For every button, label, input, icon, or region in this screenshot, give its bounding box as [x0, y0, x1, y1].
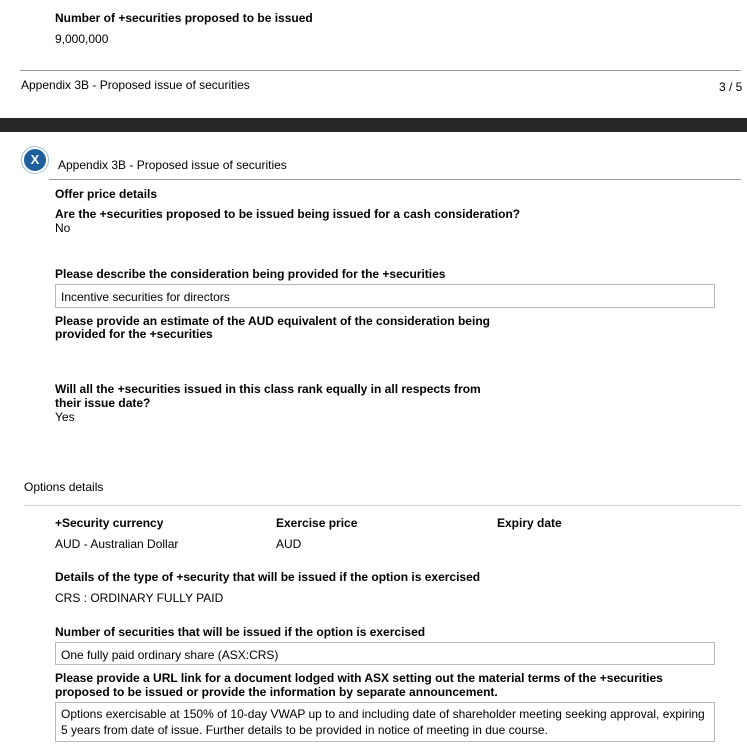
exercise-price-label: Exercise price — [276, 516, 358, 530]
asx-logo-icon: X — [22, 147, 48, 173]
footer-title: Appendix 3B - Proposed issue of securities — [21, 78, 250, 92]
options-divider — [24, 505, 741, 506]
url-link-value-line1: Options exercisable at 150% of 10-day VWAP up to and including date of shareholder meeting seeking approval, expiring — [61, 707, 705, 721]
expiry-date-label: Expiry date — [497, 516, 562, 530]
url-link-label-line1: Please provide a URL link for a document lodged with ASX setting out the material terms of the +securities — [55, 671, 663, 685]
consideration-description-field — [55, 284, 715, 308]
securities-number-value: One fully paid ordinary share (ASX:CRS) — [61, 648, 279, 662]
footer-divider — [20, 70, 741, 71]
securities-number-field — [55, 642, 715, 665]
security-currency-value: AUD - Australian Dollar — [55, 537, 179, 551]
page-break-bar — [0, 118, 747, 132]
exercise-price-value: AUD — [276, 537, 302, 551]
rank-equally-answer: Yes — [55, 410, 75, 424]
url-link-label-line2: proposed to be issued or provide the information by separate announcement. — [55, 685, 498, 699]
rank-equally-question-line1: Will all the +securities issued in this class rank equally in all respects from — [55, 382, 481, 396]
aud-estimate-label-line2: provided for the +securities — [55, 327, 213, 341]
consideration-description-value: Incentive securities for directors — [61, 290, 230, 304]
consideration-description-label: Please describe the consideration being provided for the +securities — [55, 267, 446, 281]
cash-consideration-question: Are the +securities proposed to be issued being issued for a cash consideration? — [55, 207, 521, 221]
page-header-title: Appendix 3B - Proposed issue of securities — [58, 158, 287, 172]
cash-consideration-answer: No — [55, 221, 71, 235]
url-link-field — [55, 702, 715, 742]
securities-issued-value: 9,000,000 — [55, 32, 109, 46]
aud-estimate-label-line1: Please provide an estimate of the AUD equivalent of the consideration being — [55, 314, 490, 328]
securities-issued-label: Number of +securities proposed to be issued — [55, 11, 313, 25]
securities-number-label: Number of securities that will be issued if the option is exercised — [55, 625, 426, 639]
rank-equally-question-line2: their issue date? — [55, 396, 151, 410]
page-number: 3 / 5 — [719, 80, 743, 94]
offer-price-heading: Offer price details — [55, 187, 158, 201]
security-type-label: Details of the type of +security that will be issued if the option is exercised — [55, 570, 481, 584]
security-type-value: CRS : ORDINARY FULLY PAID — [55, 591, 224, 605]
security-currency-label: +Security currency — [55, 516, 164, 530]
options-details-heading: Options details — [24, 480, 104, 494]
header-divider — [49, 179, 741, 180]
url-link-value-line2: 5 years from date of issue. Further details to be provided in notice of meeting in due course. — [61, 723, 548, 737]
